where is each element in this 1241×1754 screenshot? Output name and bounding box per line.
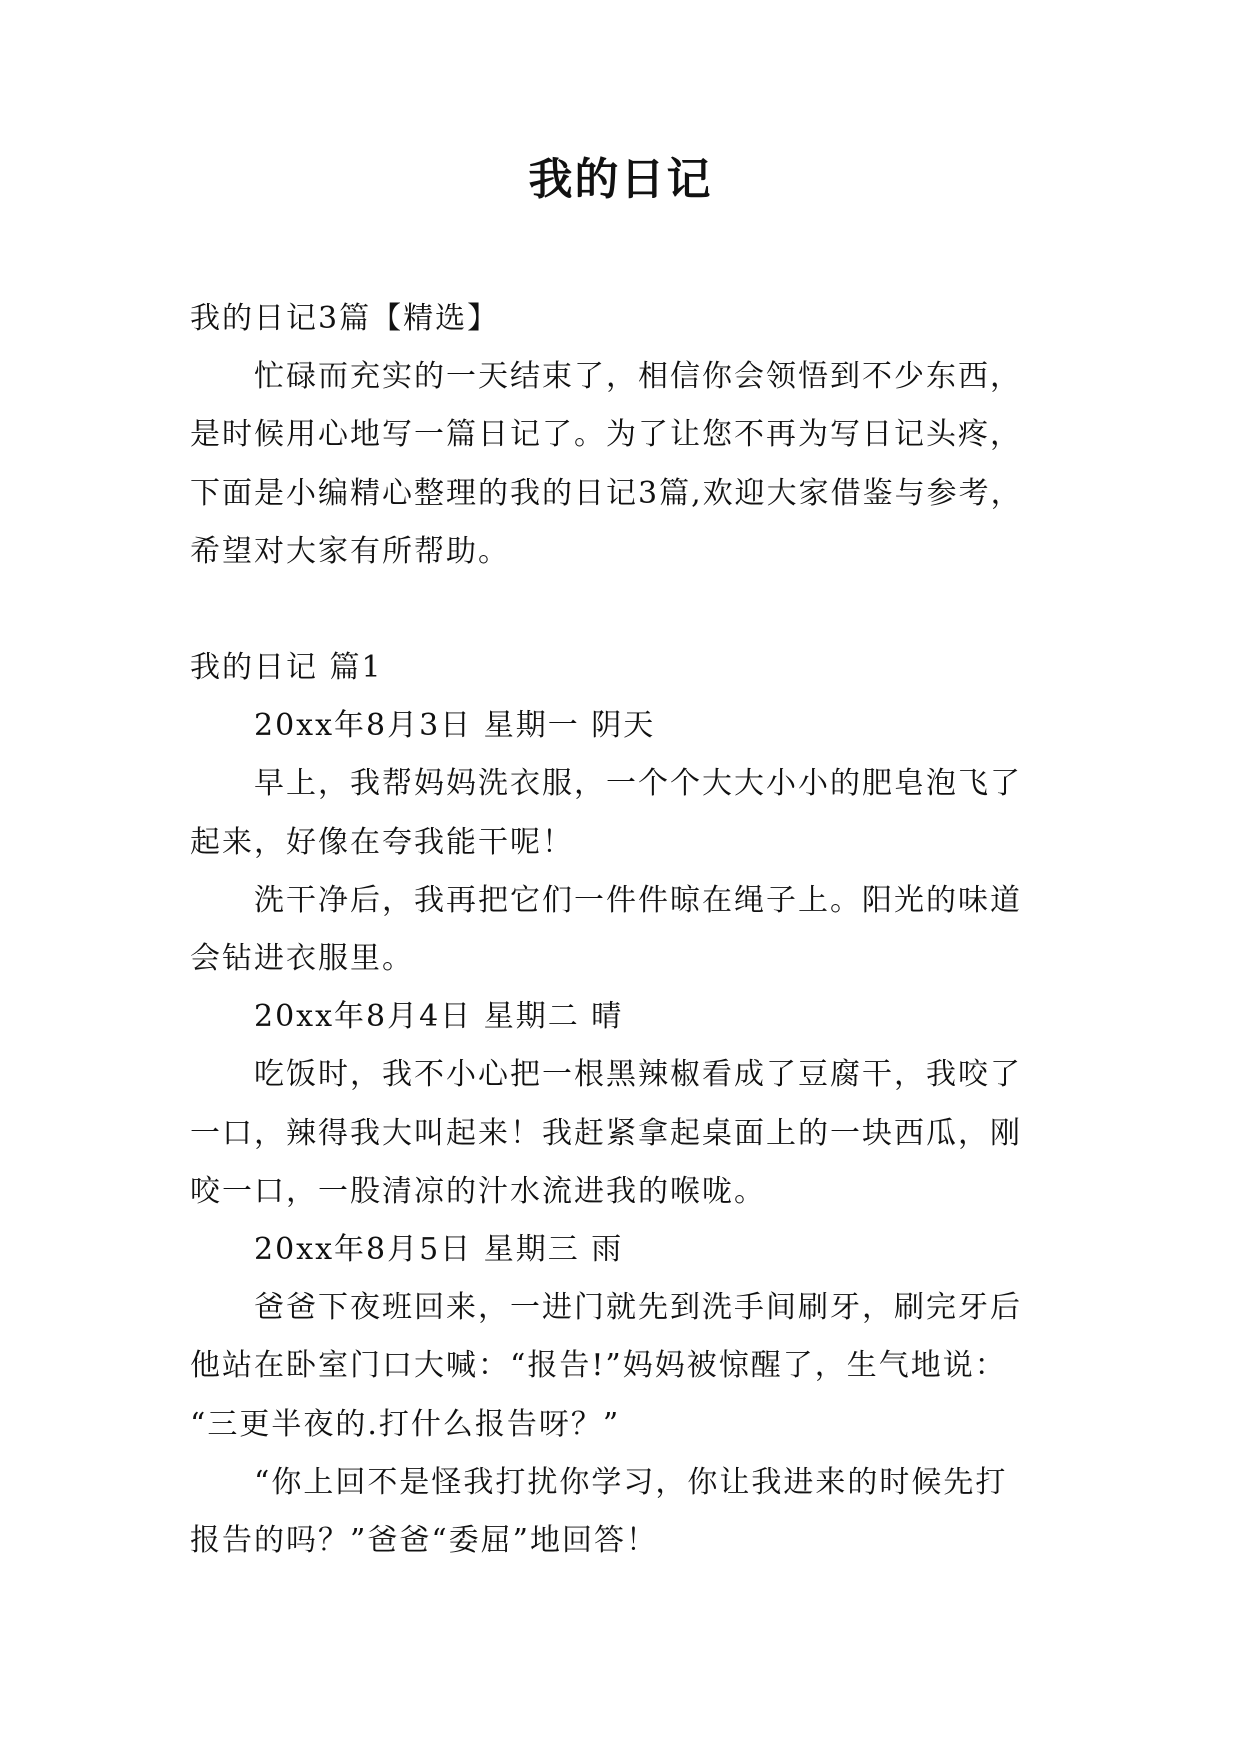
diary-date-line: 20xx年8月5日 星期三 雨 [254,1232,624,1268]
diary-line: 早上，我帮妈妈洗衣服，一个个大大小小的肥皂泡飞了 [254,766,1022,802]
diary-line: 咬一口，一股清凉的汁水流进我的喉咙。 [190,1173,766,1209]
section-heading: 我的日记 篇1 [190,650,383,686]
diary-date-line: 20xx年8月4日 星期二 晴 [254,999,624,1035]
diary-line: 会钻进衣服里。 [190,941,414,977]
intro-line: 希望对大家有所帮助。 [190,533,510,569]
intro-line: 忙碌而充实的一天结束了，相信你会领悟到不少东西， [254,359,1022,395]
diary-line: “你上回不是怪我打扰你学习，你让我进来的时候先打 [254,1464,1008,1500]
diary-line: 起来，好像在夸我能干呢！ [190,824,574,860]
paragraph-spacer [190,581,1070,639]
intro-line: 下面是小编精心整理的我的日记3篇,欢迎大家借鉴与参考， [190,475,1023,511]
document-title: 我的日记 [528,154,713,205]
diary-line: 他站在卧室门口大喊：“报告!”妈妈被惊醒了，生气地说： [190,1348,1007,1384]
diary-line: 一口，辣得我大叫起来！我赶紧拿起桌面上的一块西瓜，刚 [190,1115,1022,1151]
diary-line: 吃饭时，我不小心把一根黑辣椒看成了豆腐干，我咬了 [254,1057,1022,1093]
diary-line: 报告的吗？”爸爸“委屈”地回答！ [190,1523,659,1559]
intro-line: 是时候用心地写一篇日记了。为了让您不再为写日记头疼， [190,417,1022,453]
diary-line: 爸爸下夜班回来，一进门就先到洗手间刷牙，刷完牙后 [254,1290,1022,1326]
document-body [190,290,1070,1570]
document-subtitle: 我的日记3篇【精选】 [190,301,500,336]
diary-date-line: 20xx年8月3日 星期一 阴天 [254,708,656,744]
diary-line: “三更半夜的.打什么报告呀？” [190,1406,621,1442]
diary-line: 洗干净后，我再把它们一件件晾在绳子上。阳光的味道 [254,882,1022,918]
